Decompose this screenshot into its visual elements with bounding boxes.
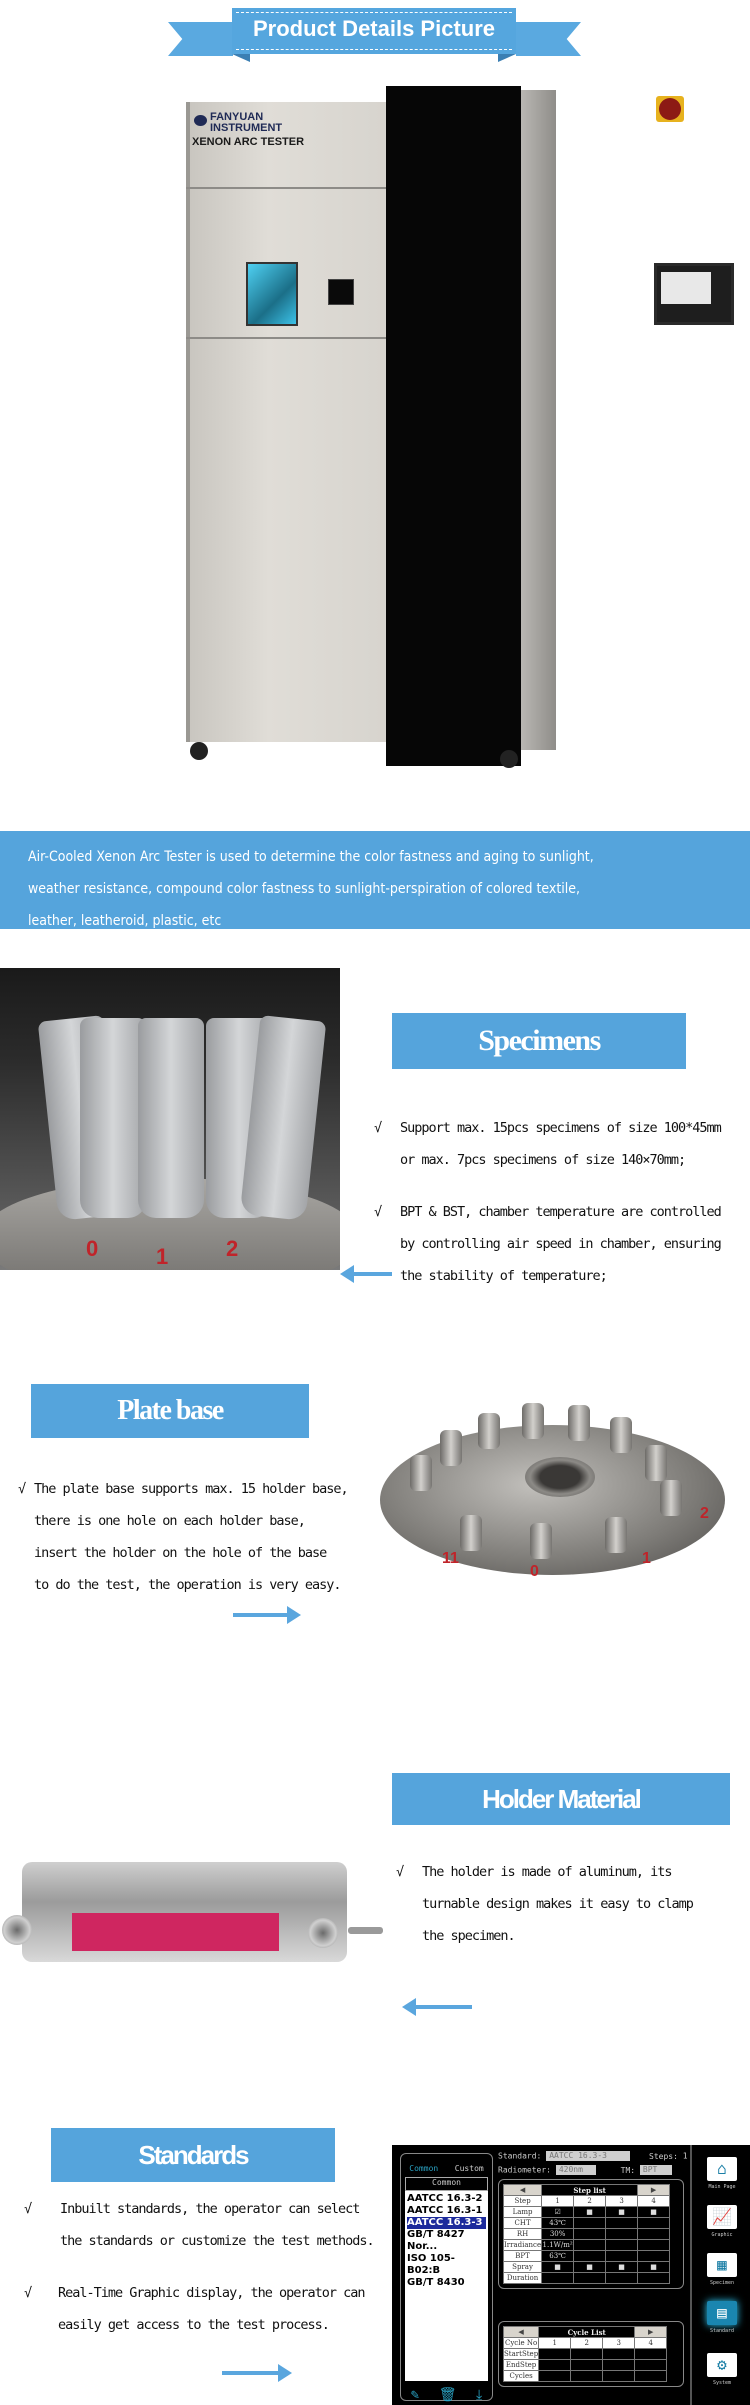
nav-graphic[interactable]: 📈 Graphic xyxy=(700,2205,744,2238)
table-row: StartStep xyxy=(504,2349,667,2360)
radiometer-select[interactable]: 420nm xyxy=(556,2165,596,2175)
step-list-table: ◀ Step list ▶ Step 1 2 3 4 Lamp ☑ ■ ■ ■ CHT 43℃ RH 30% Irradiance 1.1W/m² BPT 63℃ Spray ■ ■ ■ ■ Duration xyxy=(498,2179,684,2289)
specimen-rack-photo: 0 1 2 xyxy=(0,968,340,1270)
chart-icon: 📈 xyxy=(707,2205,737,2229)
list-item[interactable]: GB/T 8430 xyxy=(407,2277,465,2288)
hmi-standard-screen xyxy=(392,2145,750,2405)
ribbon-fold-right xyxy=(498,54,516,62)
feature-item: √ BPT & BST, chamber temperature are controlled by controlling air speed in chamber, ensuring the stability of temperature; xyxy=(374,1196,744,1292)
door-handle xyxy=(328,279,354,305)
check-icon: √ xyxy=(24,2201,32,2217)
arrow-left-icon xyxy=(412,2005,472,2009)
next-cycle-button[interactable]: ▶ xyxy=(635,2327,667,2338)
ribbon-fold-left xyxy=(232,54,250,62)
table-row: Cycles xyxy=(504,2371,667,2382)
caster-wheel xyxy=(190,742,208,760)
spray-checkbox[interactable]: ■ xyxy=(606,2262,638,2273)
feature-item: √ Real-Time Graphic display, the operator can easily get access to the test process. xyxy=(24,2277,394,2341)
feature-item: √ Inbuilt standards, the operator can select the standards or customize the test methods. xyxy=(24,2193,394,2257)
xenon-tester-photo xyxy=(178,82,558,772)
list-header: Common xyxy=(405,2177,488,2191)
gear-icon: ⚙ xyxy=(707,2353,737,2377)
home-icon: ⌂ xyxy=(707,2157,737,2181)
table-row: Duration xyxy=(504,2273,670,2284)
cabinet-front xyxy=(186,102,386,742)
control-panel xyxy=(386,86,521,766)
nav-main-page[interactable]: ⌂ Main Page xyxy=(708,2159,736,2190)
arrow-right-icon xyxy=(233,1613,291,1617)
download-icon[interactable]: ⤓ xyxy=(476,2387,483,2403)
list-item[interactable]: AATCC 16.3-1 xyxy=(407,2205,483,2216)
power-switch-icon xyxy=(656,96,684,122)
caster-wheel xyxy=(500,750,518,768)
lamp-checkbox[interactable]: ■ xyxy=(606,2207,638,2218)
standard-field[interactable]: AATCC 16.3-3 xyxy=(546,2151,630,2161)
model-label: XENON ARC TESTER xyxy=(192,136,305,148)
cycle-list-table: ◀ Cycle List ▶ Cycle No 1 2 3 4 StartStep EndStep Cycles xyxy=(498,2321,684,2387)
chamber-window xyxy=(246,262,298,326)
table-row: RH 30% xyxy=(504,2229,670,2240)
nav-specimen[interactable]: ▦ Specimen xyxy=(700,2253,744,2286)
table-row: Lamp ☑ ■ ■ ■ xyxy=(504,2207,670,2218)
check-icon: √ xyxy=(24,2285,32,2301)
next-step-button[interactable]: ▶ xyxy=(638,2185,670,2196)
holder-photo xyxy=(0,1850,385,1955)
list-item-selected[interactable]: AATCC 16.3-3 xyxy=(407,2217,486,2229)
ribbon-left-wing xyxy=(168,22,233,56)
tab-custom[interactable]: Custom xyxy=(454,2164,484,2173)
check-icon: √ xyxy=(374,1204,382,1220)
specimens-title: Specimens xyxy=(392,1013,686,1069)
table-row: Cycle No 1 2 3 4 xyxy=(504,2338,667,2349)
check-icon: √ xyxy=(396,1864,404,1880)
table-row: Spray ■ ■ ■ ■ xyxy=(504,2262,670,2273)
list-item[interactable]: AATCC 16.3-2 xyxy=(407,2193,483,2204)
lamp-checkbox[interactable]: ☑ xyxy=(542,2207,574,2218)
nav-standard[interactable]: ▤ Standard xyxy=(700,2301,744,2334)
document-icon: ▤ xyxy=(707,2301,737,2325)
header-ribbon xyxy=(232,8,516,54)
check-icon: √ xyxy=(18,1481,26,1497)
lamp-checkbox[interactable]: ■ xyxy=(638,2207,670,2218)
edit-icon[interactable]: ✎ xyxy=(410,2387,420,2403)
ribbon-right-wing xyxy=(516,22,581,56)
cabinet-side xyxy=(521,90,556,750)
feature-item: √ Support max. 15pcs specimens of size 100*45mm or max. 7pcs specimens of size 140×70mm; xyxy=(374,1112,744,1176)
feature-item: √ The plate base supports max. 15 holder base, there is one hole on each holder base, insert the holder on the hole of the base to do the test, the operation is very easy. xyxy=(18,1473,363,1601)
table-row: Irradiance 1.1W/m² xyxy=(504,2240,670,2251)
table-row: Step 1 2 3 4 xyxy=(504,2196,670,2207)
lamp-checkbox[interactable]: ■ xyxy=(574,2207,606,2218)
nav-system[interactable]: ⚙ System xyxy=(700,2353,744,2386)
tab-common[interactable]: Common xyxy=(409,2164,439,2173)
page-title: Product Details Picture xyxy=(252,16,496,41)
standards-panel xyxy=(400,2153,493,2401)
touchscreen xyxy=(654,263,734,325)
brand-name: FANYUAN INSTRUMENT xyxy=(210,111,283,134)
spray-checkbox[interactable]: ■ xyxy=(542,2262,574,2273)
list-item[interactable]: ISO 105-B02:B xyxy=(407,2253,455,2276)
table-row: BPT 63℃ xyxy=(504,2251,670,2262)
arrow-right-icon xyxy=(222,2371,282,2375)
grid-icon: ▦ xyxy=(707,2253,737,2277)
holder-material-title: Holder Material xyxy=(392,1773,730,1825)
standards-features xyxy=(24,2193,394,2341)
standards-list[interactable] xyxy=(405,2191,488,2381)
arrow-left-icon xyxy=(350,1272,392,1276)
intro-description: Air-Cooled Xenon Arc Tester is used to determine the color fastness and aging to sunlight, weather resistance, compound color fastness to sunlight-perspiration of colored textile, leather, leatheroid, plastic, etc xyxy=(0,831,750,929)
spray-checkbox[interactable]: ■ xyxy=(638,2262,670,2273)
feature-item: √ The holder is made of aluminum, its turnable design makes it easy to clamp the specimen. xyxy=(396,1856,736,1952)
plate-base-title: Plate base xyxy=(31,1384,309,1438)
table-row: EndStep xyxy=(504,2360,667,2371)
trash-icon[interactable]: 🗑 xyxy=(438,2387,457,2403)
spray-checkbox[interactable]: ■ xyxy=(574,2262,606,2273)
check-icon: √ xyxy=(374,1120,382,1136)
prev-step-button[interactable]: ◀ xyxy=(504,2185,542,2196)
plate-base-photo: 11 0 1 2 xyxy=(380,1395,725,1580)
standards-title: Standards xyxy=(51,2128,335,2182)
tm-select[interactable]: BPT xyxy=(640,2165,672,2175)
list-item[interactable]: GB/T 8427 Nor... xyxy=(407,2229,465,2252)
prev-cycle-button[interactable]: ◀ xyxy=(504,2327,539,2338)
plate-base-features xyxy=(18,1473,363,1601)
hmi-header-fields: Standard: AATCC 16.3-3 Steps: 1 Radiometer: 420nm TM: BPT xyxy=(498,2151,688,2175)
fabric-specimen xyxy=(72,1913,279,1951)
specimens-features xyxy=(374,1112,744,1292)
hmi-nav-sidebar xyxy=(690,2145,750,2405)
holder-features xyxy=(396,1856,736,1952)
table-row: CHT 43℃ xyxy=(504,2218,670,2229)
